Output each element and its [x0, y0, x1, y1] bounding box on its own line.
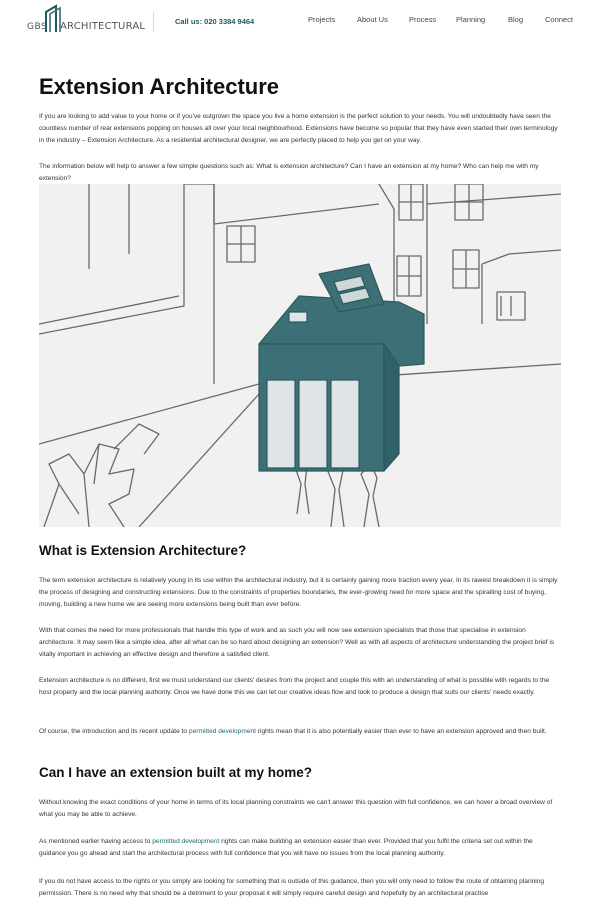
main-nav — [0, 15, 600, 27]
extension-illustration — [39, 184, 561, 527]
what4-text-before: Of course, the introduction and its recent update to — [39, 728, 189, 735]
nav-connect[interactable]: Connect — [545, 15, 573, 24]
can2-text-before: As mentioned earlier having access to — [39, 838, 153, 845]
what-paragraph-4 — [39, 726, 561, 738]
logo-gbs: GBS — [27, 22, 48, 32]
what-paragraph-1: The term extension architecture is relatively young in its use within the architectural industry, but it is certainly gaining more traction every year. In its rawest breakdown it is simply the process of designing and constructing extensions. Due to the constraints of properties boundaries, the ever-growing need for more space and the spiralling cost of buying, moving, building a new home we are seeing more extensions being built than ever before. — [39, 577, 558, 608]
intro-paragraph-2: The information below will help to answer a few simple questions such as: What is extension architecture? Can I have an extension at my home? Who can help me with my extension? — [39, 163, 539, 182]
heading-what-is: What is Extension Architecture? — [39, 543, 247, 558]
nav-about-us[interactable]: About Us — [357, 15, 388, 24]
nav-blog[interactable]: Blog — [508, 15, 524, 24]
heading-can-i: Can I have an extension built at my home? — [39, 765, 313, 780]
can-paragraph-2 — [39, 836, 561, 860]
can-paragraph-1: Without knowing the exact conditions of your home in terms of its local planning constraints we can't answer this question with full confidence, we can hover a broad overview of what you may be able to achieve. — [39, 799, 553, 818]
nav-projects[interactable]: Projects — [308, 15, 336, 24]
logo-text: ARCHITECTURAL — [60, 21, 146, 32]
what4-text-after: rights mean that it is also potentially easier than ever to have an extension approved and then built. — [256, 728, 547, 735]
nav-planning[interactable]: Planning — [456, 15, 486, 24]
page-title: Extension Architecture — [39, 74, 280, 99]
what-paragraph-2: With that comes the need for more professionals that handle this type of work and as such you will now see extension specialists that those that specialise in extension architecture. It may seem like a simple idea, after all what can be so hard about designing an extension? Well as with all aspects of architecture understanding the project brief is vitally important in achieving an effective design and therefore a satisfied client. — [39, 627, 555, 658]
nav-process[interactable]: Process — [409, 15, 437, 24]
call-us-link[interactable]: Call us: 020 3384 9464 — [175, 17, 255, 26]
what-paragraph-3: Extension architecture is no different, first we must understand our clients' desires from the project and couple this with an understanding of what is possible with regards to the host property and the local planning authority. Once we have done this we can let our creative ideas flow and look to produce a design that suits our clients' needs exactly. — [39, 677, 550, 696]
can-paragraph-3: If you do not have access to the rights or you simply are looking for something that is outside of this guidance, then you will only need to follow the route of obtaining planning permission. There is no need why that should be a detriment to your proposal it will simply require careful design and hopefully by an architectural practise — [39, 878, 545, 897]
permitted-development-link-2[interactable]: permitted development — [152, 838, 220, 845]
can2-text-after: rights can make building an extension easier than ever. Provided that you fulfil the criteria set out within the guidance you go ahead and start the architectural process with full confidence that you will have no issues from the local planning authority. — [39, 838, 533, 857]
intro-paragraph-1: If you are looking to add value to your home or if you've outgrown the space you live a home extension is the perfect solution to your needs. You will undoubtedly have seen the countless number of rear extensions popping on houses all over your local neighbourhood. Extensions have become so popular that they have even started their own terminology in the industry – Extension Architecture. As a residential architectural designer, we are perfectly placed to help you get on your way. — [39, 113, 558, 144]
permitted-development-link[interactable]: permitted development — [188, 728, 256, 735]
extension-sketch-image — [39, 184, 561, 527]
site-header — [0, 0, 600, 44]
